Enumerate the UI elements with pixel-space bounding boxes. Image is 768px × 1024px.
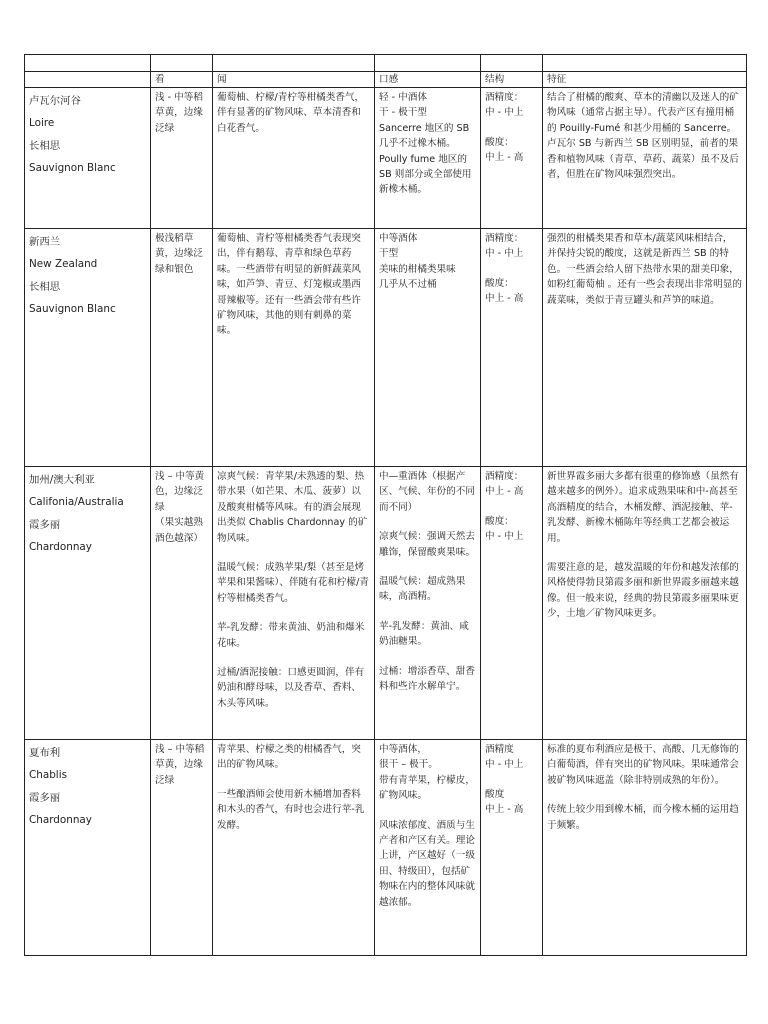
aroma-cell (213, 88, 375, 229)
palate-cell (375, 229, 481, 467)
paragraph-gap (379, 560, 476, 574)
cell-line: 强烈的柑橘类果香和草本/蔬菜风味相结合，并保持尖锐的酸度，这就是新西兰 SB 的特色。一些酒会给人留下热带水果的甜美印象，如粉红葡萄柚 。还有一些会表现出非常明显的蔬菜味，类似于青豆罐头和芦笋的味道。 (547, 233, 742, 306)
table-row (25, 467, 747, 740)
features-cell (543, 467, 747, 740)
palate-cell (375, 740, 481, 956)
paragraph-gap (547, 788, 742, 802)
cell-line: 霞多丽 (29, 791, 61, 804)
cell-line: 带有青苹果，柠檬皮，矿物风味。 (379, 774, 475, 802)
cell-line: 青苹果、柠檬之类的柑橘香气，突出的矿物风味。 (217, 744, 361, 771)
header-row (25, 72, 747, 88)
cell-line: 温暖气候：成熟苹果/梨（甚至是烤苹果和果酱味）、伴随有花和柠檬/青柠等柑橘类香气。 (217, 562, 369, 604)
table-row (25, 740, 747, 956)
structure-cell (481, 740, 543, 956)
structure-cell (481, 229, 543, 467)
cell-line: 酒精度： (485, 233, 524, 244)
cell-line: 中 - 中上 (485, 531, 524, 543)
cell-line: 过桶/酒泥接触：口感更圆润，伴有奶油和酵母味，以及香草、香料、木头等风味。 (217, 667, 365, 709)
paragraph-gap (379, 650, 476, 664)
table-body (25, 55, 747, 956)
paragraph-gap (217, 651, 370, 665)
cell-line: 中 - 中上 (485, 248, 524, 260)
cell-line: 中上 - 高 (485, 293, 524, 305)
paragraph-gap (485, 500, 538, 514)
cell-line: 干 - 极干型 (379, 107, 427, 119)
cell-line: Califonia/Australia (29, 496, 124, 509)
appearance-cell (151, 740, 213, 956)
cell-line: 凉爽气候：青苹果/未熟透的梨、热带水果（如芒果、木瓜、菠萝）以及酸爽柑橘等风味。有的酒会展现出类似 Chablis Chardonnay 的矿物风味。 (217, 471, 368, 544)
cell-line: 夏布利 (29, 747, 61, 759)
region-cell (25, 229, 151, 467)
cell-line: 过桶：增添香草、甜香料和些许水解单宁。 (379, 665, 475, 693)
cell-line: New Zealand (29, 258, 98, 271)
cell-line: Chablis (29, 769, 67, 782)
cell-line: 卢瓦尔河谷 (29, 95, 81, 107)
cell-line: 温暖气候：超成熟果味，高酒精。 (379, 576, 466, 603)
cell-line: 葡萄柚、柠檬/青柠等柑橘类香气，伴有显著的矿物风味、草本清香和白花香气。 (217, 92, 365, 134)
cell-line: 凉爽气候：强调天然去雕饰，保留酸爽果味。 (379, 531, 475, 558)
cell-line: Sancerre 地区的 SB 几乎不过橡木桶。 (379, 122, 470, 150)
region-cell (25, 740, 151, 956)
paragraph-gap (547, 546, 742, 560)
cell-line: 酒精度： (485, 92, 524, 103)
cell-line: Sauvignon Blanc (29, 303, 116, 316)
cell-line: 加州/澳大利亚 (29, 474, 95, 486)
cell-line: Loire (29, 117, 55, 130)
appearance-cell (151, 229, 213, 467)
paragraph-gap (485, 121, 538, 135)
cell-line: 酸度 (485, 788, 505, 800)
cell-line: 中等酒体， (379, 744, 427, 755)
paragraph-gap (485, 773, 538, 787)
table-row (25, 88, 747, 229)
cell-line: 酸度： (485, 515, 514, 527)
header-cell-features: 特征 (543, 72, 747, 88)
paragraph-gap (379, 804, 476, 818)
appearance-cell (151, 467, 213, 740)
cell-line: 新世界霞多丽大多都有很重的修饰感（虽然有越来越多的例外）。追求成熟果味和中-高甚至高酒精度的结合，木桶发酵、酒泥接触、苹-乳发酵、新橡木桶陈年等经典工艺都会被运用。 (547, 471, 739, 544)
cell-line: 中等酒体 (379, 233, 418, 244)
cell-line: 酸度： (485, 277, 514, 289)
cell-line: 美味的柑橘类果味 (379, 263, 456, 275)
cell-line: 很干 – 极干。 (379, 759, 438, 771)
cell-line: 长相思 (29, 139, 61, 152)
cell-line: 干型 (379, 248, 399, 260)
cell-line: 传统上较少用到橡木桶，而今橡木桶的运用趋于频繁。 (547, 804, 739, 831)
cell-line: Chardonnay (29, 541, 92, 554)
cell-line: 一些酿酒师会使用新木桶增加香料和木头的香气，有时也会进行苹-乳发酵。 (217, 788, 365, 831)
cell-line: 新西兰 (29, 236, 61, 248)
cell-line: 中—重酒体（根据产区、气候、年份的不同而不同） (379, 471, 475, 513)
cell-line: 长相思 (29, 280, 61, 293)
header-cell-region (25, 72, 151, 88)
cell-line: 酒精度： (485, 471, 524, 482)
palate-cell (375, 88, 481, 229)
cell-line: 极浅稻草黄，边缘泛绿和银色 (155, 233, 203, 275)
cell-line: 轻 - 中酒体 (379, 92, 427, 103)
paragraph-gap (217, 606, 370, 620)
cell-line: 中上 - 高 (485, 486, 524, 498)
cell-line: 浅 – 中等稻草黄，边缘泛绿 (155, 744, 205, 786)
aroma-cell (213, 229, 375, 467)
table-row (25, 229, 747, 467)
appearance-cell (151, 88, 213, 229)
cell-line: 酒精度 (485, 744, 514, 755)
aroma-cell (213, 740, 375, 956)
cell-line: 酸度： (485, 136, 514, 148)
paragraph-gap (217, 773, 370, 787)
structure-cell (481, 88, 543, 229)
features-cell (543, 740, 747, 956)
cell-line: 结合了柑橘的酸爽、草本的清幽以及迷人的矿物风味（通常占据主导）。代表产区有撞用桶的 Pouilly-Fumé 和甚少用桶的 Sancerre。卢瓦尔 SB 与新西兰 SB 区别明显，前者的果香和植物风味（青草、草药、蔬菜）虽不及后者，但胜在矿物风味强烈突出。 (547, 92, 739, 181)
cell-line: Chardonnay (29, 814, 92, 827)
cell-line: Sauvignon Blanc (29, 162, 116, 175)
paragraph-gap (485, 262, 538, 276)
cell-line: 中 - 中上 (485, 107, 524, 119)
cell-line: 标准的夏布利酒应是极干、高酸、几无修饰的白葡萄酒，伴有突出的矿物风味。果味通常会被矿物风味遮盖（除非特别成熟的年份）。 (547, 744, 739, 786)
region-cell (25, 467, 151, 740)
structure-cell (481, 467, 543, 740)
features-cell (543, 229, 747, 467)
cell-line: 中上 - 高 (485, 152, 524, 164)
region-cell (25, 88, 151, 229)
cell-line: 几乎从不过桶 (379, 279, 437, 291)
header-cell-structure: 结构 (481, 72, 543, 88)
cell-line: （果实越熟酒色越深） (155, 517, 203, 544)
cell-line: 浅 - 中等稻草黄，边缘泛绿 (155, 92, 203, 134)
cell-line: 苹-乳发酵：黄油、咸奶油糖果。 (379, 620, 469, 648)
header-cell-look: 看 (151, 72, 213, 88)
paragraph-gap (379, 515, 476, 529)
header-cell-palate: 口感 (375, 72, 481, 88)
cell-line: Poully fume 地区的 SB 则部分或全部使用新橡木桶。 (379, 153, 472, 196)
features-cell (543, 88, 747, 229)
cell-line: 中上 - 高 (485, 804, 524, 816)
wine-comparison-table (24, 54, 747, 956)
cell-line: 霞多丽 (29, 518, 61, 531)
paragraph-gap (217, 546, 370, 560)
cell-line: 中 - 中上 (485, 759, 524, 771)
cell-line: 风味浓郁度、酒质与生产者和产区有关。理论上讲，产区越好（一级田、特级田），包括矿物味在内的整体风味就越浓郁。 (379, 819, 475, 908)
blank-row (25, 55, 747, 72)
cell-line: 浅 – 中等黄色，边缘泛绿 (155, 471, 205, 513)
cell-line: 葡萄柚、青柠等柑橘类香气表现突出，伴有鹅莓、青草和绿色草药味。一些酒带有明显的新鲜蔬菜风味，如芦笋、青豆、灯笼椒或墨西哥辣椒等。还有一些酒会带有些许矿物风味，其他的则有刺鼻的菜味。 (217, 233, 361, 337)
cell-line: 需要注意的是，越发温暖的年份和越发浓郁的风格使得勃艮第霞多丽和新世界霞多丽越来越像。但一般来说，经典的勃艮第霞多丽果味更少，土地／矿物风味更多。 (547, 562, 739, 620)
paragraph-gap (379, 605, 476, 619)
palate-cell (375, 467, 481, 740)
cell-line: 苹-乳发酵：带来黄油、奶油和爆米花味。 (217, 622, 365, 649)
aroma-cell (213, 467, 375, 740)
header-cell-smell: 闻 (213, 72, 375, 88)
